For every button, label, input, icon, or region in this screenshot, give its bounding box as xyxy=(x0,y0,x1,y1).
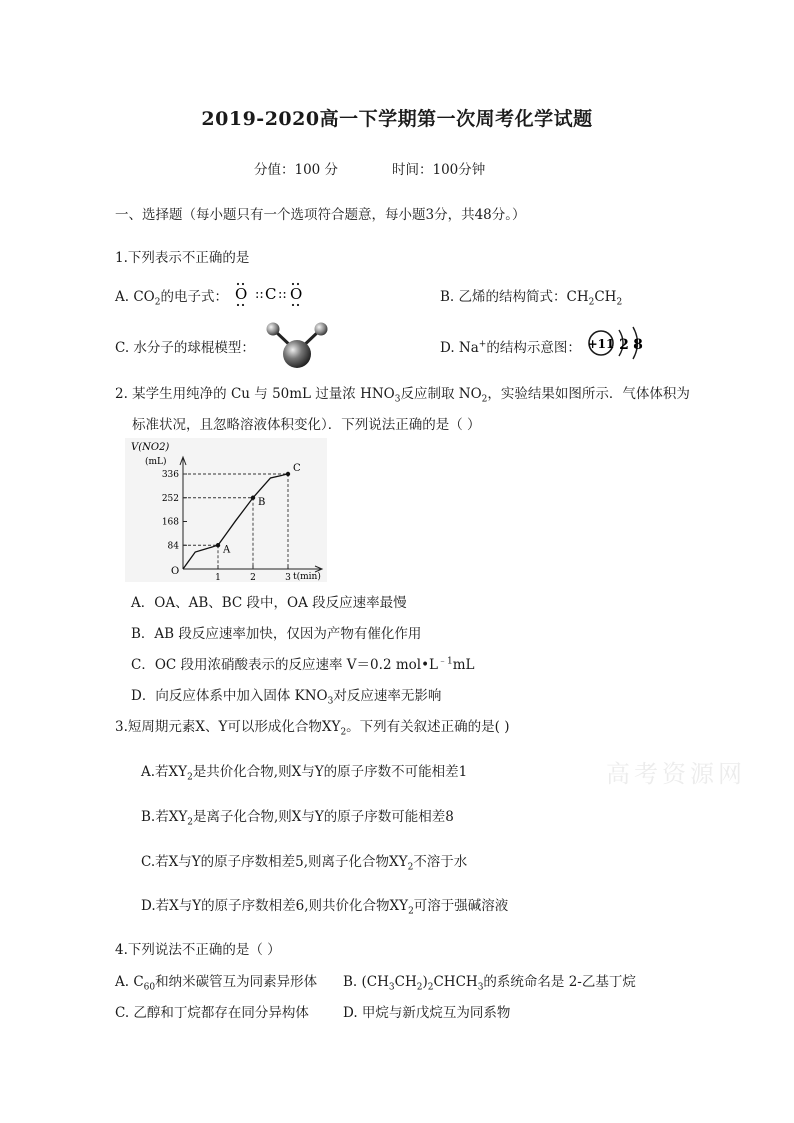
water-ball-stick-model xyxy=(260,320,332,370)
point-B xyxy=(251,496,255,500)
q3-option-d: D.若X与Y的原子序数相差6,则共价化合物$XY_2$可溶于强碱溶液 xyxy=(141,898,509,917)
no2-volume-time-chart xyxy=(125,438,327,582)
q2-option-a: A．OA、AB、BC 段中，OA 段反应速率最慢 xyxy=(131,595,407,611)
y-axis-label: V(NO2) xyxy=(131,442,170,453)
nucleus-charge: +11 xyxy=(587,337,615,351)
y-tick-label: 168 xyxy=(161,517,179,528)
x-axis-label: t(min) xyxy=(293,572,321,582)
page-title: 2019-2020高一下学期第一次周考化学试题 xyxy=(201,108,593,130)
point-label-A: A xyxy=(223,544,231,556)
q2-stem-line1: 2. 某学生用纯净的 Cu 与 50mL 过量浓 $HNO_3$反应制取 $NO_2$，实验结果如图所示．气体体积为 xyxy=(115,386,690,405)
hydrogen-atom-right xyxy=(315,323,328,336)
q4-option-d: D. 甲烷与新戊烷互为同系物 xyxy=(343,1005,511,1021)
co2-electron-formula xyxy=(232,278,306,306)
point-A xyxy=(216,543,220,547)
carbon: C xyxy=(265,285,277,303)
q3-stem: 3.短周期元素X、Y可以形成化合物$XY_2$。下列有关叙述正确的是( ) xyxy=(115,719,510,738)
q1-option-d: D. Na+的结构示意图： xyxy=(440,339,581,356)
origin-label: O xyxy=(171,566,180,577)
y-axis-unit: (mL) xyxy=(145,457,167,467)
q3-option-b: B.若$XY_2$是离子化合物,则X与Y的原子序数可能相差8 xyxy=(141,809,454,828)
q2-option-c: C．OC 段用浓硝酸表示的反应速率 V＝0.2 $mol•L^{﹣1}mL$ xyxy=(131,656,475,673)
score-label: 分值：100 分 xyxy=(254,162,339,178)
q1-option-b: B. 乙烯的结构简式：$CH_2CH_2$ xyxy=(440,289,623,308)
oxygen-atom xyxy=(283,340,311,368)
watermark: 高考资源网 xyxy=(606,760,746,788)
dots-left: :: xyxy=(255,287,264,302)
q2-option-b: B．AB 段反应速率加快，仅因为产物有催化作用 xyxy=(131,626,422,642)
oxygen-left: O xyxy=(235,285,248,303)
oxygen-right: O xyxy=(290,285,303,303)
q1-option-c: C. 水分子的球棍模型： xyxy=(115,340,255,356)
section-heading: 一、选择题（每小题只有一个选项符合题意，每小题3分，共48分。） xyxy=(115,207,526,223)
dots-right: :: xyxy=(278,287,287,302)
q4-option-c: C. 乙醇和丁烷都存在同分异构体 xyxy=(115,1005,309,1021)
point-C xyxy=(286,472,290,476)
shell-1-electrons: 2 xyxy=(619,337,629,353)
y-tick-label: 252 xyxy=(161,493,179,504)
shell-2-electrons: 8 xyxy=(633,337,643,353)
y-tick-label: 84 xyxy=(167,541,179,552)
time-label: 时间：100分钟 xyxy=(392,162,486,178)
point-label-C: C xyxy=(293,463,301,474)
q2-stem-line2: 标准状况，且忽略溶液体积变化）．下列说法正确的是（ ） xyxy=(132,417,481,433)
q1-option-a: A. $CO_2$的电子式： xyxy=(115,289,228,308)
q4-option-b: B. $(CH_3CH_2)_2CHCH_3$的系统命名是 2-乙基丁烷 xyxy=(343,974,636,993)
x-tick-label: 1 xyxy=(215,573,221,582)
na-ion-structure-diagram xyxy=(586,324,650,362)
x-tick-label: 2 xyxy=(250,573,256,582)
q4-stem: 4.下列说法不正确的是（ ） xyxy=(115,942,281,958)
q1-stem: 1.下列表示不正确的是 xyxy=(115,250,250,266)
hydrogen-atom-left xyxy=(267,323,280,336)
x-tick-label: 3 xyxy=(285,573,291,582)
q3-option-c: C.若X与Y的原子序数相差5,则离子化合物$XY_2$不溶于水 xyxy=(141,854,468,873)
point-label-B: B xyxy=(258,496,266,508)
q4-option-a: A. $C_{60}$和纳米碳管互为同素异形体 xyxy=(115,974,318,993)
q3-option-a: A.若$XY_2$是共价化合物,则X与Y的原子序数不可能相差1 xyxy=(141,764,468,783)
q2-option-d: D．向反应体系中加入固体 $KNO_3$对反应速率无影响 xyxy=(131,688,442,707)
y-tick-label: 336 xyxy=(161,470,179,480)
